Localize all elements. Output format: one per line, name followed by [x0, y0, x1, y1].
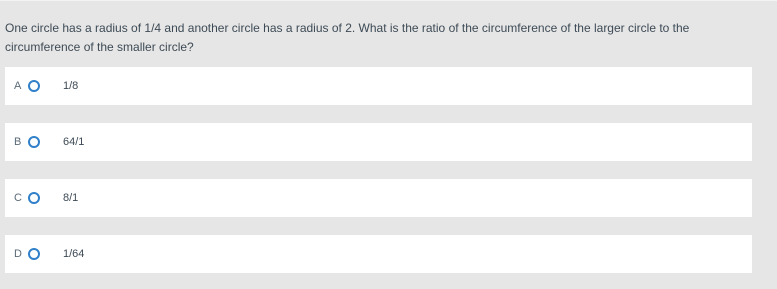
radio-icon[interactable]: [28, 192, 40, 204]
radio-icon[interactable]: [28, 80, 40, 92]
answer-option-d[interactable]: [5, 235, 752, 273]
radio-icon[interactable]: [28, 248, 40, 260]
answer-option-c[interactable]: [5, 179, 752, 217]
option-text: 1/64: [63, 248, 85, 260]
option-letter: B: [14, 136, 22, 148]
option-text: 1/8: [63, 80, 79, 92]
option-text: 64/1: [63, 136, 85, 148]
answer-option-a[interactable]: [5, 67, 752, 105]
option-letter: A: [14, 80, 22, 92]
option-text: 8/1: [63, 192, 79, 204]
option-letter: C: [14, 192, 22, 204]
question-text: One circle has a radius of 1/4 and another circle has a radius of 2. What is the ratio of the circumference of the larger circle to the circumference of the smaller circle?: [5, 21, 690, 54]
radio-icon[interactable]: [28, 136, 40, 148]
answer-option-b[interactable]: [5, 123, 752, 161]
option-letter: D: [14, 248, 22, 260]
top-divider: [0, 0, 777, 1]
